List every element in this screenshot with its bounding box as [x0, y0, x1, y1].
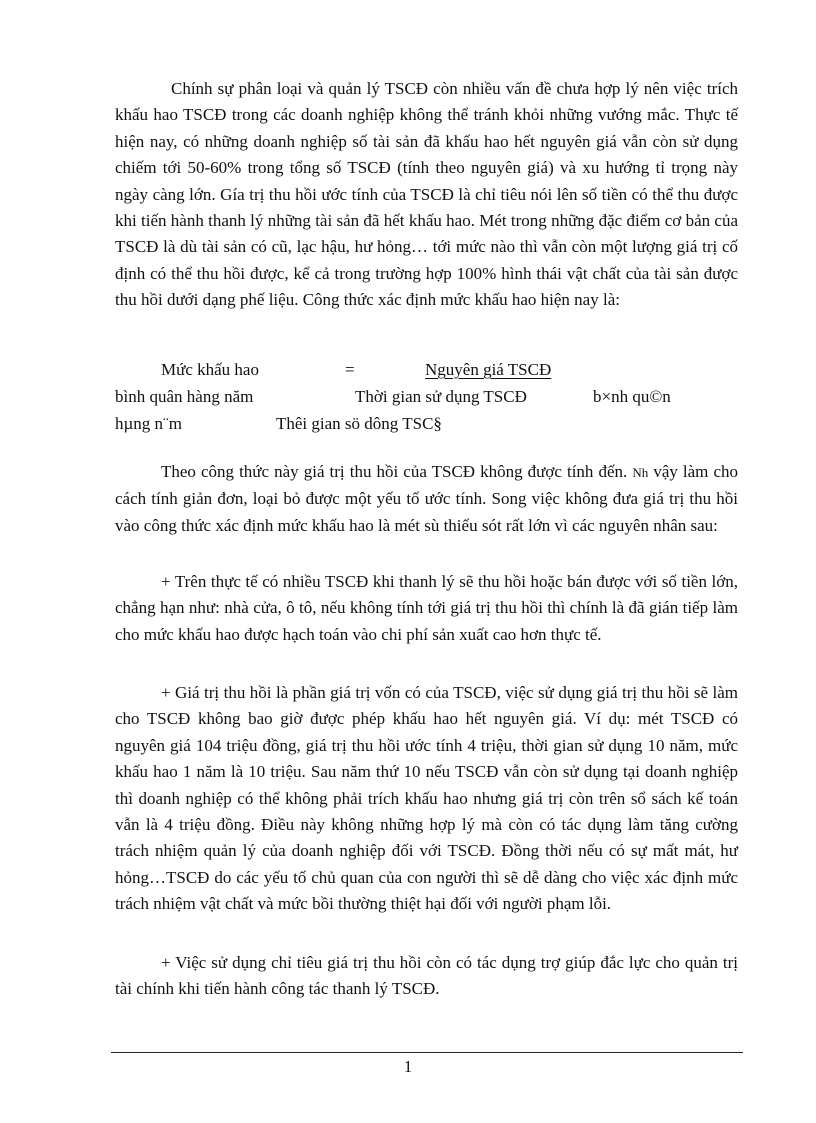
paragraph-point-3: + Việc sử dụng chỉ tiêu giá trị thu hồi còn có tác dụng trợ giúp đắc lực cho quản trị tài chính khi tiến hành công tác thanh lý TSCĐ.: [115, 953, 738, 999]
page-number: 1: [403, 1057, 413, 1076]
formula-garbled-text-3: Thêi gian sö dông TSC§: [276, 414, 442, 433]
formula-denominator: Thời gian sử dụng TSCĐ: [355, 387, 527, 406]
footer-rule: [111, 1052, 743, 1053]
formula-lhs-line2: bình quân hàng năm: [115, 387, 254, 406]
paragraph-point-2: + Giá trị thu hồi là phần giá trị vốn có của TSCĐ, việc sử dụng giá trị thu hồi sẽ làm cho TSCĐ không bao giờ được phép khấu hao hết nguyên giá. Ví dụ: mét TSCĐ có nguyên giá 104 triệu đồng, giá trị thu hồi ước tính 4 triệu, thời gian sử dụng 10 năm, mức khấu hao 1 năm là 10 triệu. Sau năm thứ 10 nếu TSCĐ vẫn còn sử dụng tại doanh nghiệp thì doanh nghiệp có thể không phải trích khấu hao nhưng giá trị còn trên sổ sách kế toán vẫn là 4 triệu đồng. Điều này không những hợp lý mà còn có tác dụng làm tăng cường trách nhiệm quản lý của doanh nghiệp đối với TSCĐ. Đồng thời nếu có sự mất mát, hư hỏng…TSCĐ do các yếu tố chủ quan của con người thì sẽ dễ dàng cho việc xác định mức trách nhiệm vật chất và mức bồi thường thiệt hại đối với người phạm lỗi.: [115, 683, 738, 914]
paragraph-theo-cong-thuc: [115, 459, 738, 539]
formula-equals: =: [345, 360, 355, 379]
paragraph-theo-text-b: vậy làm cho cách tính giản đơn, loại bỏ được một yếu tố ước tính. Song việc không đưa giá trị thu hồi vào công thức xác định mức khấu hao là mét sù thiếu sót rất lớn vì các nguyên nhân sau:: [115, 462, 739, 535]
formula-numerator: Nguyên giá TSCĐ: [425, 360, 552, 379]
paragraph-point-1: + Trên thực tế có nhiều TSCĐ khi thanh lý sẽ thu hồi hoặc bán được với số tiền lớn, chẳng hạn như: nhà cửa, ô tô, nếu không tính tới giá trị thu hồi thì chính là đã gián tiếp làm cho mức khấu hao được hạch toán vào chi phí sản xuất cao hơn thực tế.: [115, 572, 738, 644]
formula-garbled-text-1: b×nh qu©n: [593, 387, 671, 406]
paragraph-theo-nh: Nh: [632, 465, 649, 480]
formula-lhs-line1: Mức khấu hao: [161, 360, 259, 379]
formula-garbled-text-2: hµng n¨m: [115, 414, 182, 433]
paragraph-theo-text-a: Theo công thức này giá trị thu hồi của TSCĐ không được tính đến.: [161, 462, 628, 481]
paragraph-intro: Chính sự phân loại và quản lý TSCĐ còn nhiều vấn đề chưa hợp lý nên việc trích khấu hao TSCĐ trong các doanh nghiệp không thể tránh khỏi những vướng mắc. Thực tế hiện nay, có những doanh nghiệp số tài sản đã khấu hao hết nguyên giá vẫn còn sử dụng chiếm tới 50-60% trong tổng số TSCĐ (tính theo nguyên giá) và xu hướng tỉ trọng này ngày càng lớn. Gía trị thu hồi ước tính của TSCĐ là chỉ tiêu nói lên số tiền có thể thu được khi tiến hành thanh lý những tài sản đã hết khấu hao. Mét trong những đặc điểm cơ bản của TSCĐ là dù tài sản có cũ, lạc hậu, hư hỏng… tới mức nào thì vẫn còn một lượng giá trị cố định có thể thu hồi được, kể cả trong trường hợp 100% hình thái vật chất của tài sản được thu hồi dưới dạng phế liệu. Công thức xác định mức khấu hao hiện nay là:: [115, 79, 738, 310]
